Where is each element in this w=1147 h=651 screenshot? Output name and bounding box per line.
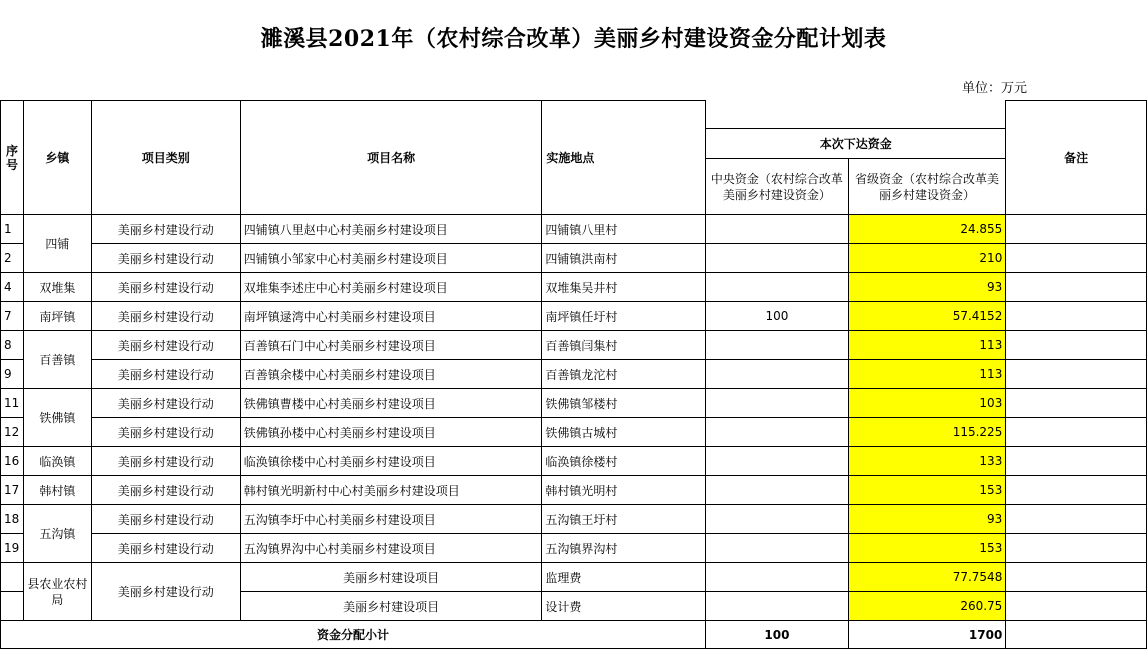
cell-town: 铁佛镇 [23, 389, 91, 447]
cell-central [706, 389, 849, 418]
header-central: 中央资金（农村综合改革美丽乡村建设资金） [706, 159, 849, 215]
cell-category: 美丽乡村建设行动 [91, 534, 240, 563]
cell-central [706, 447, 849, 476]
cell-seq: 1 [1, 215, 24, 244]
cell-location: 五沟镇界沟村 [542, 534, 706, 563]
cell-remark [1006, 215, 1147, 244]
cell-town: 韩村镇 [23, 476, 91, 505]
cell-remark [1006, 389, 1147, 418]
unit-label: 单位：万元 [962, 81, 1028, 96]
cell-remark [1006, 505, 1147, 534]
table-row [1, 389, 1147, 418]
cell-category: 美丽乡村建设行动 [91, 244, 240, 273]
cell-category: 美丽乡村建设行动 [91, 505, 240, 534]
cell-remark [1006, 273, 1147, 302]
cell-central [706, 331, 849, 360]
total-remark [1006, 621, 1147, 649]
table-row [1, 215, 1147, 244]
cell-location: 四铺镇洪南村 [542, 244, 706, 273]
cell-central [706, 215, 849, 244]
cell-category: 美丽乡村建设行动 [91, 302, 240, 331]
cell-location: 监理费 [542, 563, 706, 592]
cell-central [706, 360, 849, 389]
table-row [1, 244, 1147, 273]
table-row [1, 563, 1147, 592]
table-row [1, 418, 1147, 447]
cell-town: 双堆集 [23, 273, 91, 302]
cell-location: 临涣镇徐楼村 [542, 447, 706, 476]
cell-location: 铁佛镇邹楼村 [542, 389, 706, 418]
cell-seq: 4 [1, 273, 24, 302]
cell-provincial: 24.855 [848, 215, 1006, 244]
cell-provincial: 153 [848, 534, 1006, 563]
header-row-1 [1, 101, 1147, 129]
table-row [1, 360, 1147, 389]
cell-provincial: 57.4152 [848, 302, 1006, 331]
cell-central [706, 476, 849, 505]
table-row [1, 505, 1147, 534]
cell-category: 美丽乡村建设行动 [91, 447, 240, 476]
table-row [1, 447, 1147, 476]
cell-remark [1006, 418, 1147, 447]
cell-town: 南坪镇 [23, 302, 91, 331]
allocation-table [0, 100, 1147, 649]
cell-central [706, 418, 849, 447]
total-row [1, 621, 1147, 649]
cell-remark [1006, 563, 1147, 592]
cell-provincial: 93 [848, 273, 1006, 302]
cell-town: 五沟镇 [23, 505, 91, 563]
header-seq: 序号 [1, 101, 24, 215]
cell-central [706, 592, 849, 621]
cell-project: 铁佛镇曹楼中心村美丽乡村建设项目 [240, 389, 542, 418]
cell-central [706, 534, 849, 563]
cell-remark [1006, 331, 1147, 360]
cell-seq: 16 [1, 447, 24, 476]
cell-town: 临涣镇 [23, 447, 91, 476]
cell-central [706, 563, 849, 592]
cell-central: 100 [706, 302, 849, 331]
cell-category: 美丽乡村建设行动 [91, 360, 240, 389]
cell-seq [1, 592, 24, 621]
cell-location: 四铺镇八里村 [542, 215, 706, 244]
cell-location: 铁佛镇古城村 [542, 418, 706, 447]
cell-seq: 19 [1, 534, 24, 563]
cell-seq: 12 [1, 418, 24, 447]
table-row [1, 534, 1147, 563]
cell-seq [1, 563, 24, 592]
cell-provincial: 103 [848, 389, 1006, 418]
cell-project: 五沟镇界沟中心村美丽乡村建设项目 [240, 534, 542, 563]
cell-project: 百善镇石门中心村美丽乡村建设项目 [240, 331, 542, 360]
cell-seq: 2 [1, 244, 24, 273]
cell-provincial: 153 [848, 476, 1006, 505]
cell-seq: 18 [1, 505, 24, 534]
cell-seq: 11 [1, 389, 24, 418]
cell-remark [1006, 592, 1147, 621]
header-provincial: 省级资金（农村综合改革美丽乡村建设资金） [848, 159, 1006, 215]
cell-location: 百善镇闫集村 [542, 331, 706, 360]
cell-provincial: 77.7548 [848, 563, 1006, 592]
cell-remark [1006, 360, 1147, 389]
cell-location: 双堆集吴井村 [542, 273, 706, 302]
cell-category: 美丽乡村建设行动 [91, 418, 240, 447]
header-funds-group: 本次下达资金 [706, 129, 1006, 159]
cell-seq: 9 [1, 360, 24, 389]
cell-project: 四铺镇小邹家中心村美丽乡村建设项目 [240, 244, 542, 273]
cell-project: 铁佛镇孙楼中心村美丽乡村建设项目 [240, 418, 542, 447]
page-title: 濉溪县2021年（农村综合改革）美丽乡村建设资金分配计划表 [260, 26, 887, 52]
cell-town: 县农业农村局 [23, 563, 91, 621]
cell-central [706, 505, 849, 534]
cell-project: 美丽乡村建设项目 [240, 563, 542, 592]
cell-town: 四铺 [23, 215, 91, 273]
cell-remark [1006, 302, 1147, 331]
cell-category: 美丽乡村建设行动 [91, 389, 240, 418]
header-location: 实施地点 [542, 101, 706, 215]
header-category: 项目类别 [91, 101, 240, 215]
total-label: 资金分配小计 [1, 621, 706, 649]
cell-remark [1006, 244, 1147, 273]
cell-project: 临涣镇徐楼中心村美丽乡村建设项目 [240, 447, 542, 476]
total-provincial: 1700 [848, 621, 1006, 649]
cell-location: 五沟镇王圩村 [542, 505, 706, 534]
cell-central [706, 273, 849, 302]
cell-seq: 8 [1, 331, 24, 360]
cell-project: 双堆集李述庄中心村美丽乡村建设项目 [240, 273, 542, 302]
cell-project: 韩村镇光明新村中心村美丽乡村建设项目 [240, 476, 542, 505]
cell-project: 美丽乡村建设项目 [240, 592, 542, 621]
total-central: 100 [706, 621, 849, 649]
cell-category: 美丽乡村建设行动 [91, 476, 240, 505]
cell-provincial: 210 [848, 244, 1006, 273]
cell-remark [1006, 476, 1147, 505]
cell-location: 百善镇龙沱村 [542, 360, 706, 389]
cell-provincial: 113 [848, 331, 1006, 360]
cell-category: 美丽乡村建设行动 [91, 273, 240, 302]
cell-project: 百善镇余楼中心村美丽乡村建设项目 [240, 360, 542, 389]
cell-category: 美丽乡村建设行动 [91, 331, 240, 360]
header-project: 项目名称 [240, 101, 542, 215]
table-row [1, 273, 1147, 302]
cell-location: 韩村镇光明村 [542, 476, 706, 505]
cell-seq: 7 [1, 302, 24, 331]
cell-central [706, 244, 849, 273]
cell-provincial: 133 [848, 447, 1006, 476]
table-row [1, 331, 1147, 360]
cell-category: 美丽乡村建设行动 [91, 563, 240, 621]
cell-location: 南坪镇任圩村 [542, 302, 706, 331]
cell-remark [1006, 447, 1147, 476]
cell-project: 四铺镇八里赵中心村美丽乡村建设项目 [240, 215, 542, 244]
cell-town: 百善镇 [23, 331, 91, 389]
cell-provincial: 115.225 [848, 418, 1006, 447]
table-row [1, 476, 1147, 505]
cell-location: 设计费 [542, 592, 706, 621]
header-town: 乡镇 [23, 101, 91, 215]
cell-remark [1006, 534, 1147, 563]
table-row [1, 302, 1147, 331]
header-remark: 备注 [1006, 101, 1147, 215]
cell-provincial: 260.75 [848, 592, 1006, 621]
cell-seq: 17 [1, 476, 24, 505]
cell-project: 五沟镇李圩中心村美丽乡村建设项目 [240, 505, 542, 534]
cell-category: 美丽乡村建设行动 [91, 215, 240, 244]
cell-provincial: 113 [848, 360, 1006, 389]
cell-project: 南坪镇逯湾中心村美丽乡村建设项目 [240, 302, 542, 331]
cell-provincial: 93 [848, 505, 1006, 534]
